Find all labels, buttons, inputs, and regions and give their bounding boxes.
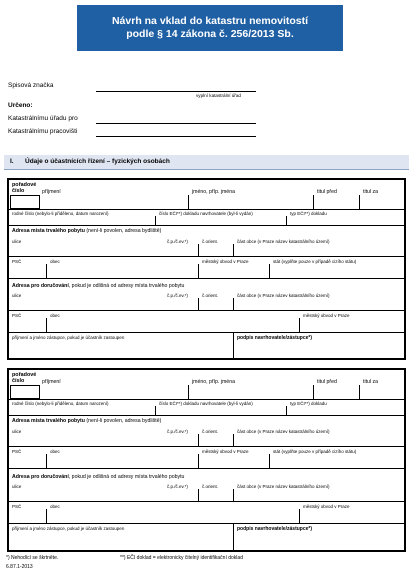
divider bbox=[233, 434, 234, 446]
prijmeni-label: příjmení bbox=[42, 379, 61, 385]
divider bbox=[155, 406, 156, 415]
mestsky-obvod-label: městský obvod v Praze bbox=[303, 504, 350, 509]
ulice-label: ulice bbox=[12, 484, 22, 489]
podpis-label: podpis navrhovatele/zástupce*) bbox=[237, 526, 313, 532]
poradove-cislo-input[interactable] bbox=[10, 195, 40, 209]
urad-field[interactable] bbox=[96, 123, 256, 124]
ulice-label: ulice bbox=[12, 429, 22, 434]
orient-label: č.orient. bbox=[202, 429, 219, 434]
divider bbox=[9, 501, 404, 502]
obec-label: obec bbox=[50, 313, 60, 318]
section-number: I. bbox=[10, 158, 14, 165]
adresa-dor-bold: Adresa pro doručování bbox=[12, 283, 69, 289]
poradove-label: pořadové bbox=[12, 182, 37, 188]
titul-pred-label: titul před bbox=[317, 379, 337, 385]
prijmeni-label: příjmení bbox=[42, 189, 61, 195]
person-block-1 bbox=[7, 178, 406, 360]
divider bbox=[188, 385, 189, 399]
poradove-label: pořadové bbox=[12, 372, 37, 378]
titul-za-label: titul za bbox=[363, 379, 378, 385]
obec-label: obec bbox=[50, 449, 60, 454]
ulice-label: ulice bbox=[12, 239, 22, 244]
adresa-dor-bold: Adresa pro doručování bbox=[12, 474, 69, 480]
form-title-line2: podle § 14 zákona č. 256/2013 Sb. bbox=[126, 28, 294, 40]
divider bbox=[269, 264, 270, 278]
form-code: 6.87.1-2013 bbox=[6, 564, 33, 570]
divider bbox=[233, 333, 234, 358]
jmeno-label: jméno, příp. jména bbox=[192, 189, 235, 195]
adresa-dor-rest: , pokud je odlišná od adresy místa trvalého pobytu bbox=[68, 474, 185, 480]
divider bbox=[286, 216, 287, 225]
divider bbox=[9, 332, 404, 333]
cp-ev-label: č.p./č.ev.*) bbox=[167, 429, 188, 434]
footnote-1: *) Nehodící se škrtněte. bbox=[6, 555, 59, 561]
section-heading bbox=[4, 155, 409, 170]
cast-obce-label: část obce (v Praze název katastrálního území) bbox=[237, 429, 330, 434]
typ-eci-label: typ EČI**) dokladu bbox=[290, 401, 327, 406]
adresa-tp-bold: Adresa místa trvalého pobytu bbox=[12, 228, 85, 234]
rodne-cislo-label: rodné číslo (nebylo-li přiděleno, datum narození) bbox=[12, 211, 109, 216]
zastupce-label: příjmení a jméno zástupce, pokud je účastník zastoupen bbox=[12, 526, 125, 531]
cast-obce-label: část obce (v Praze název katastrálního území) bbox=[237, 293, 330, 298]
orient-label: č.orient. bbox=[202, 484, 219, 489]
divider bbox=[9, 468, 404, 469]
divider bbox=[9, 209, 404, 210]
adresa-tp-rest: (není-li povolen, adresa bydliště) bbox=[84, 418, 162, 424]
divider bbox=[198, 264, 199, 278]
divider bbox=[198, 454, 199, 468]
divider bbox=[198, 244, 199, 256]
cast-obce-label: část obce (v Praze název katastrálního území) bbox=[237, 239, 330, 244]
titul-pred-label: titul před bbox=[317, 189, 337, 195]
divider bbox=[233, 524, 234, 550]
podpis-label: podpis navrhovatele/zástupce*) bbox=[237, 335, 313, 341]
spisova-label: Spisová značka bbox=[8, 82, 54, 89]
divider bbox=[9, 225, 404, 226]
divider bbox=[9, 523, 404, 524]
divider bbox=[46, 509, 47, 523]
rodne-cislo-label: rodné číslo (nebylo-li přiděleno, datum narození) bbox=[12, 401, 109, 406]
divider bbox=[198, 434, 199, 446]
adresa-tp-label bbox=[12, 418, 161, 424]
ulice-label: ulice bbox=[12, 293, 22, 298]
orient-label: č.orient. bbox=[202, 239, 219, 244]
divider bbox=[9, 399, 404, 400]
titul-za-label: titul za bbox=[363, 189, 378, 195]
pracoviste-label: Katastrálnímu pracovišti bbox=[8, 128, 78, 135]
orient-label: č.orient. bbox=[202, 293, 219, 298]
psc-label: PSČ bbox=[12, 313, 22, 318]
psc-label: PSČ bbox=[12, 449, 22, 454]
divider bbox=[9, 310, 404, 311]
psc-label: PSČ bbox=[12, 259, 22, 264]
divider bbox=[9, 278, 404, 279]
stat-label: stát (vyplňte pouze v případě cizího státu) bbox=[273, 449, 357, 454]
obec-label: obec bbox=[50, 259, 60, 264]
person-block-2 bbox=[7, 368, 406, 552]
form-title bbox=[77, 5, 343, 51]
jmeno-label: jméno, příp. jména bbox=[192, 379, 235, 385]
cislo-label: číslo bbox=[12, 188, 25, 194]
stat-label: stát (vyplňte pouze v případě cizího státu) bbox=[273, 259, 357, 264]
adresa-tp-rest: (není-li povolen, adresa bydliště) bbox=[84, 228, 162, 234]
cislo-label: číslo bbox=[12, 378, 25, 384]
divider bbox=[299, 509, 300, 523]
divider bbox=[198, 489, 199, 501]
divider bbox=[286, 406, 287, 415]
divider bbox=[9, 415, 404, 416]
urad-label: Katastrálnímu úřadu pro bbox=[8, 115, 78, 122]
divider bbox=[233, 244, 234, 256]
cislo-eci-label: číslo EČI**) dokladu navrhovatele (byl-li vydán) bbox=[159, 401, 253, 406]
pracoviste-field[interactable] bbox=[96, 136, 256, 137]
adresa-dor-label bbox=[12, 474, 184, 480]
poradove-cislo-input[interactable] bbox=[10, 385, 40, 399]
mestsky-obvod-label: městský obvod v Praze bbox=[202, 259, 249, 264]
divider bbox=[313, 195, 314, 209]
cp-ev-label: č.p./č.ev.*) bbox=[167, 293, 188, 298]
zastupce-label: příjmení a jméno zástupce, pokud je účastník zastoupen bbox=[12, 335, 125, 340]
divider bbox=[269, 454, 270, 468]
adresa-dor-label bbox=[12, 283, 184, 289]
cast-obce-label: část obce (v Praze název katastrálního území) bbox=[237, 484, 330, 489]
footnote-2: **) EČI doklad = elektronicky čitelný identifikační doklad bbox=[120, 555, 243, 561]
divider bbox=[198, 298, 199, 310]
mestsky-obvod-label: městský obvod v Praze bbox=[303, 313, 350, 318]
urceno-label: Určeno: bbox=[8, 102, 33, 109]
divider bbox=[188, 195, 189, 209]
adresa-tp-label bbox=[12, 228, 161, 234]
divider bbox=[299, 318, 300, 332]
divider bbox=[233, 298, 234, 310]
divider bbox=[9, 256, 404, 257]
spisova-field[interactable] bbox=[96, 91, 256, 92]
section-title: Údaje o účastnících řízení – fyzických osobách bbox=[25, 158, 170, 165]
divider bbox=[155, 216, 156, 225]
psc-label: PSČ bbox=[12, 504, 22, 509]
divider bbox=[359, 385, 360, 399]
adresa-tp-bold: Adresa místa trvalého pobytu bbox=[12, 418, 85, 424]
divider bbox=[233, 489, 234, 501]
divider bbox=[46, 264, 47, 278]
mestsky-obvod-label: městský obvod v Praze bbox=[202, 449, 249, 454]
divider bbox=[9, 446, 404, 447]
cp-ev-label: č.p./č.ev.*) bbox=[167, 239, 188, 244]
divider bbox=[46, 318, 47, 332]
divider bbox=[46, 454, 47, 468]
typ-eci-label: typ EČI**) dokladu bbox=[290, 211, 327, 216]
divider bbox=[359, 195, 360, 209]
adresa-dor-rest: , pokud je odlišná od adresy místa trvalého pobytu bbox=[68, 283, 185, 289]
cislo-eci-label: číslo EČI**) dokladu navrhovatele (byl-li vydán) bbox=[159, 211, 253, 216]
cp-ev-label: č.p./č.ev.*) bbox=[167, 484, 188, 489]
obec-label: obec bbox=[50, 504, 60, 509]
form-title-line1: Návrh na vklad do katastru nemovitostí bbox=[111, 15, 309, 27]
spisova-hint: vyplní katastrální úřad bbox=[196, 93, 241, 98]
divider bbox=[313, 385, 314, 399]
